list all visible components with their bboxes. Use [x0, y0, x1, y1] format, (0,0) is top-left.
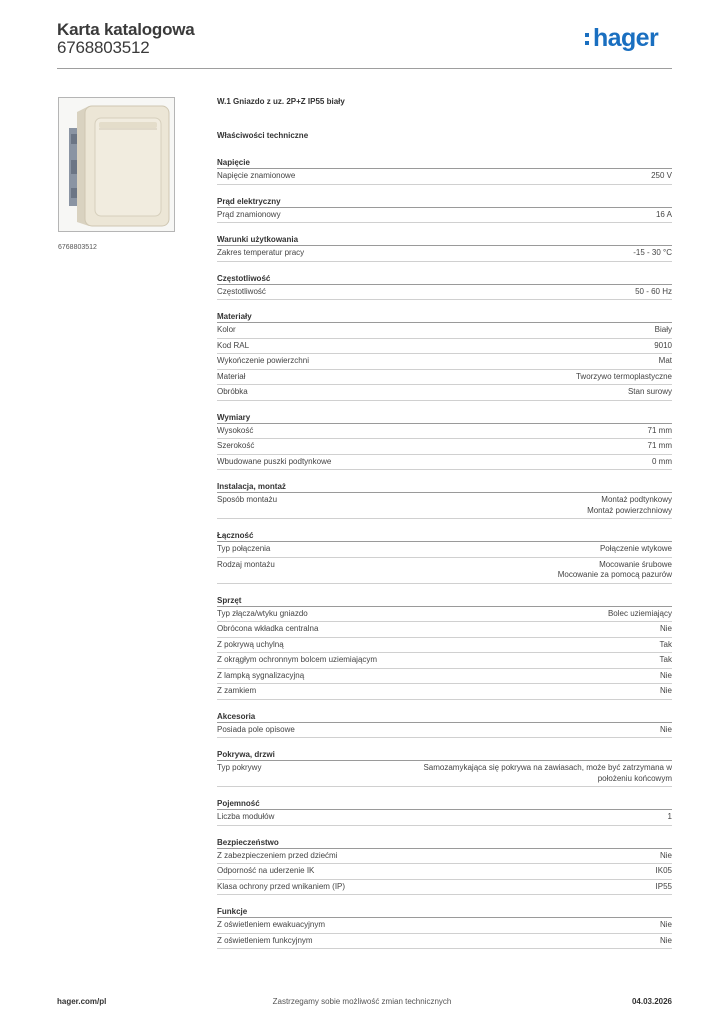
spec-value	[538, 560, 672, 581]
spec-label: Szerokość	[217, 441, 255, 450]
spec-row	[217, 558, 672, 584]
section-title: Właściwości techniczne	[217, 131, 309, 140]
spec-row	[217, 918, 672, 934]
spec-value-line: 71 mm	[647, 441, 672, 450]
footer-disclaimer: Zastrzegamy sobie możliwość zmian technicznych	[272, 997, 452, 1006]
spec-value-line: Tak	[659, 655, 672, 664]
spec-value	[632, 457, 672, 468]
footer-date: 04.03.2026	[631, 997, 672, 1006]
spec-group-title: Warunki użytkowania	[217, 233, 672, 246]
spec-label: Obróbka	[217, 387, 248, 396]
spec-row	[217, 169, 672, 185]
spec-label: Z lampką sygnalizacyjną	[217, 670, 305, 680]
spec-value-line: Stan surowy	[627, 387, 672, 396]
spec-row	[217, 455, 672, 471]
spec-value-line: Montaż powierzchniowy	[587, 505, 672, 515]
document-title: Karta katalogowa	[57, 20, 195, 39]
spec-group	[217, 233, 672, 262]
spec-label: Częstotliwość	[217, 286, 266, 296]
spec-group-title: Funkcje	[217, 905, 672, 918]
spec-label: Materiał	[217, 371, 246, 381]
spec-value-line: IK05	[655, 866, 672, 875]
spec-value-line: 1	[667, 812, 672, 821]
spec-value	[567, 495, 672, 516]
spec-group	[217, 905, 672, 949]
spec-value	[613, 248, 672, 259]
spec-value	[392, 763, 672, 784]
spec-value-line: 9010	[654, 340, 672, 350]
spec-label: Sposób montażu	[217, 495, 278, 504]
spec-row	[217, 653, 672, 669]
spec-group-title: Pojemność	[217, 797, 672, 810]
spec-label: Z pokrywą uchylną	[217, 639, 284, 649]
spec-value	[628, 426, 672, 437]
spec-label: Kod RAL	[217, 340, 250, 350]
spec-value	[635, 325, 672, 336]
spec-label: Typ złącza/wtyku gniazdo	[217, 608, 308, 618]
spec-value-line: Tak	[659, 639, 672, 649]
spec-label: Wbudowane puszki podtynkowe	[217, 456, 332, 466]
spec-value	[636, 882, 672, 893]
spec-label: Napięcie znamionowe	[217, 171, 296, 180]
spec-group	[217, 310, 672, 401]
spec-row	[217, 246, 672, 262]
spec-groups	[217, 156, 672, 959]
spec-value	[640, 851, 672, 862]
spec-value-line: Tworzywo termoplastyczne	[575, 371, 672, 381]
spec-value-line: 16 A	[655, 209, 672, 219]
spec-group	[217, 797, 672, 826]
spec-value	[640, 936, 672, 947]
spec-value-line: -15 - 30 °C	[633, 248, 672, 257]
spec-row	[217, 385, 672, 401]
spec-label: Typ pokrywy	[217, 763, 262, 772]
spec-group	[217, 480, 672, 519]
spec-value-line: Samozamykająca się pokrywa na zawiasach, może być zatrzymana w położeniu końcowym	[423, 763, 672, 783]
spec-value	[640, 655, 672, 666]
spec-group	[217, 748, 672, 787]
product-image	[58, 97, 175, 232]
spec-row	[217, 761, 672, 787]
spec-group-title: Sprzęt	[217, 594, 672, 607]
hager-logo	[593, 26, 658, 58]
spec-row	[217, 622, 672, 638]
spec-row	[217, 339, 672, 355]
spec-value-line: Nie	[659, 850, 672, 860]
spec-label: Z zamkiem	[217, 686, 257, 695]
spec-row	[217, 323, 672, 339]
spec-value	[608, 387, 672, 398]
spec-value-line: Nie	[659, 686, 672, 695]
spec-value	[615, 287, 672, 298]
spec-group-title: Częstotliwość	[217, 272, 672, 285]
spec-group	[217, 272, 672, 301]
spec-group-title: Wymiary	[217, 411, 672, 424]
spec-group-title: Prąd elektryczny	[217, 195, 672, 208]
header-divider	[57, 68, 672, 69]
spec-row	[217, 439, 672, 455]
spec-value	[640, 725, 672, 736]
spec-row	[217, 285, 672, 301]
spec-row	[217, 849, 672, 865]
spec-label: Z oświetleniem ewakuacyjnym	[217, 920, 326, 929]
spec-value-line: 71 mm	[647, 425, 672, 435]
logo-dots-icon	[585, 33, 590, 47]
spec-row	[217, 493, 672, 519]
spec-value-line: Nie	[659, 670, 672, 680]
spec-label: Prąd znamionowy	[217, 209, 281, 219]
spec-value	[640, 640, 672, 651]
spec-value-line: Mocowanie śrubowe	[599, 559, 672, 569]
spec-group	[217, 411, 672, 471]
spec-value-line: 50 - 60 Hz	[635, 286, 672, 296]
spec-row	[217, 638, 672, 654]
spec-value-line: Montaż podtynkowy	[601, 495, 672, 504]
spec-label: Z oświetleniem funkcyjnym	[217, 935, 313, 945]
spec-group	[217, 529, 672, 584]
spec-row	[217, 880, 672, 896]
spec-value-line: 250 V	[651, 171, 672, 180]
spec-value-line: Mat	[658, 356, 672, 365]
spec-label: Odporność na uderzenie IK	[217, 866, 315, 875]
spec-row	[217, 669, 672, 685]
spec-label: Klasa ochrony przed wnikaniem (IP)	[217, 881, 346, 891]
spec-row	[217, 864, 672, 880]
spec-value	[634, 341, 672, 352]
spec-label: Z zabezpieczeniem przed dziećmi	[217, 850, 338, 860]
spec-row	[217, 810, 672, 826]
spec-value	[648, 812, 672, 823]
spec-value-line: Połączenie wtykowe	[599, 544, 672, 553]
spec-group-title: Instalacja, montaż	[217, 480, 672, 493]
spec-label: Z okrągłym ochronnym bolcem uziemiającym	[217, 655, 378, 664]
spec-label: Kolor	[217, 325, 236, 334]
spec-group	[217, 195, 672, 224]
socket-illustration	[59, 98, 175, 232]
spec-value	[588, 609, 672, 620]
footer-website[interactable]: hager.com/pl	[57, 997, 107, 1006]
spec-group-title: Akcesoria	[217, 710, 672, 723]
spec-value	[636, 210, 672, 221]
spec-value-line: Bolec uziemiający	[607, 608, 672, 618]
spec-value	[640, 920, 672, 931]
spec-value	[640, 671, 672, 682]
spec-value	[640, 624, 672, 635]
spec-row	[217, 424, 672, 440]
spec-value-line: Nie	[659, 624, 672, 633]
image-caption: 6768803512	[58, 244, 97, 251]
spec-row	[217, 208, 672, 224]
spec-value	[631, 171, 672, 182]
spec-group-title: Materiały	[217, 310, 672, 323]
spec-row	[217, 684, 672, 700]
spec-row	[217, 934, 672, 950]
spec-value	[580, 544, 672, 555]
spec-group	[217, 710, 672, 739]
spec-label: Rodzaj montażu	[217, 559, 275, 569]
spec-label: Liczba modułów	[217, 812, 275, 821]
spec-value	[636, 866, 672, 877]
spec-value-line: 0 mm	[652, 456, 672, 466]
spec-value-line: Biały	[654, 325, 672, 334]
logo-text: hager	[593, 24, 659, 52]
product-name: W.1 Gniazdo z uz. 2P+Z IP55 biały	[217, 97, 345, 106]
spec-value	[639, 356, 672, 367]
spec-value	[556, 372, 672, 383]
spec-group	[217, 836, 672, 896]
spec-label: Typ połączenia	[217, 544, 271, 553]
spec-value	[640, 686, 672, 697]
spec-row	[217, 607, 672, 623]
spec-row	[217, 370, 672, 386]
spec-value-line: Nie	[659, 724, 672, 734]
spec-group-title: Napięcie	[217, 156, 672, 169]
spec-group	[217, 156, 672, 185]
spec-row	[217, 542, 672, 558]
spec-row	[217, 354, 672, 370]
spec-value	[628, 441, 672, 452]
spec-group-title: Bezpieczeństwo	[217, 836, 672, 849]
spec-group	[217, 594, 672, 700]
spec-value-line: Mocowanie za pomocą pazurów	[557, 570, 672, 579]
spec-group-title: Łączność	[217, 529, 672, 542]
spec-label: Posiada pole opisowe	[217, 724, 295, 734]
spec-label: Wysokość	[217, 425, 254, 435]
spec-row	[217, 723, 672, 739]
spec-group-title: Pokrywa, drzwi	[217, 748, 672, 761]
spec-label: Obrócona wkładka centralna	[217, 624, 319, 633]
spec-value-line: Nie	[659, 920, 672, 929]
spec-label: Wykończenie powierzchni	[217, 356, 309, 365]
spec-value-line: IP55	[655, 881, 672, 891]
spec-value-line: Nie	[659, 935, 672, 945]
spec-label: Zakres temperatur pracy	[217, 248, 305, 257]
document-product-code: 6768803512	[57, 38, 150, 57]
